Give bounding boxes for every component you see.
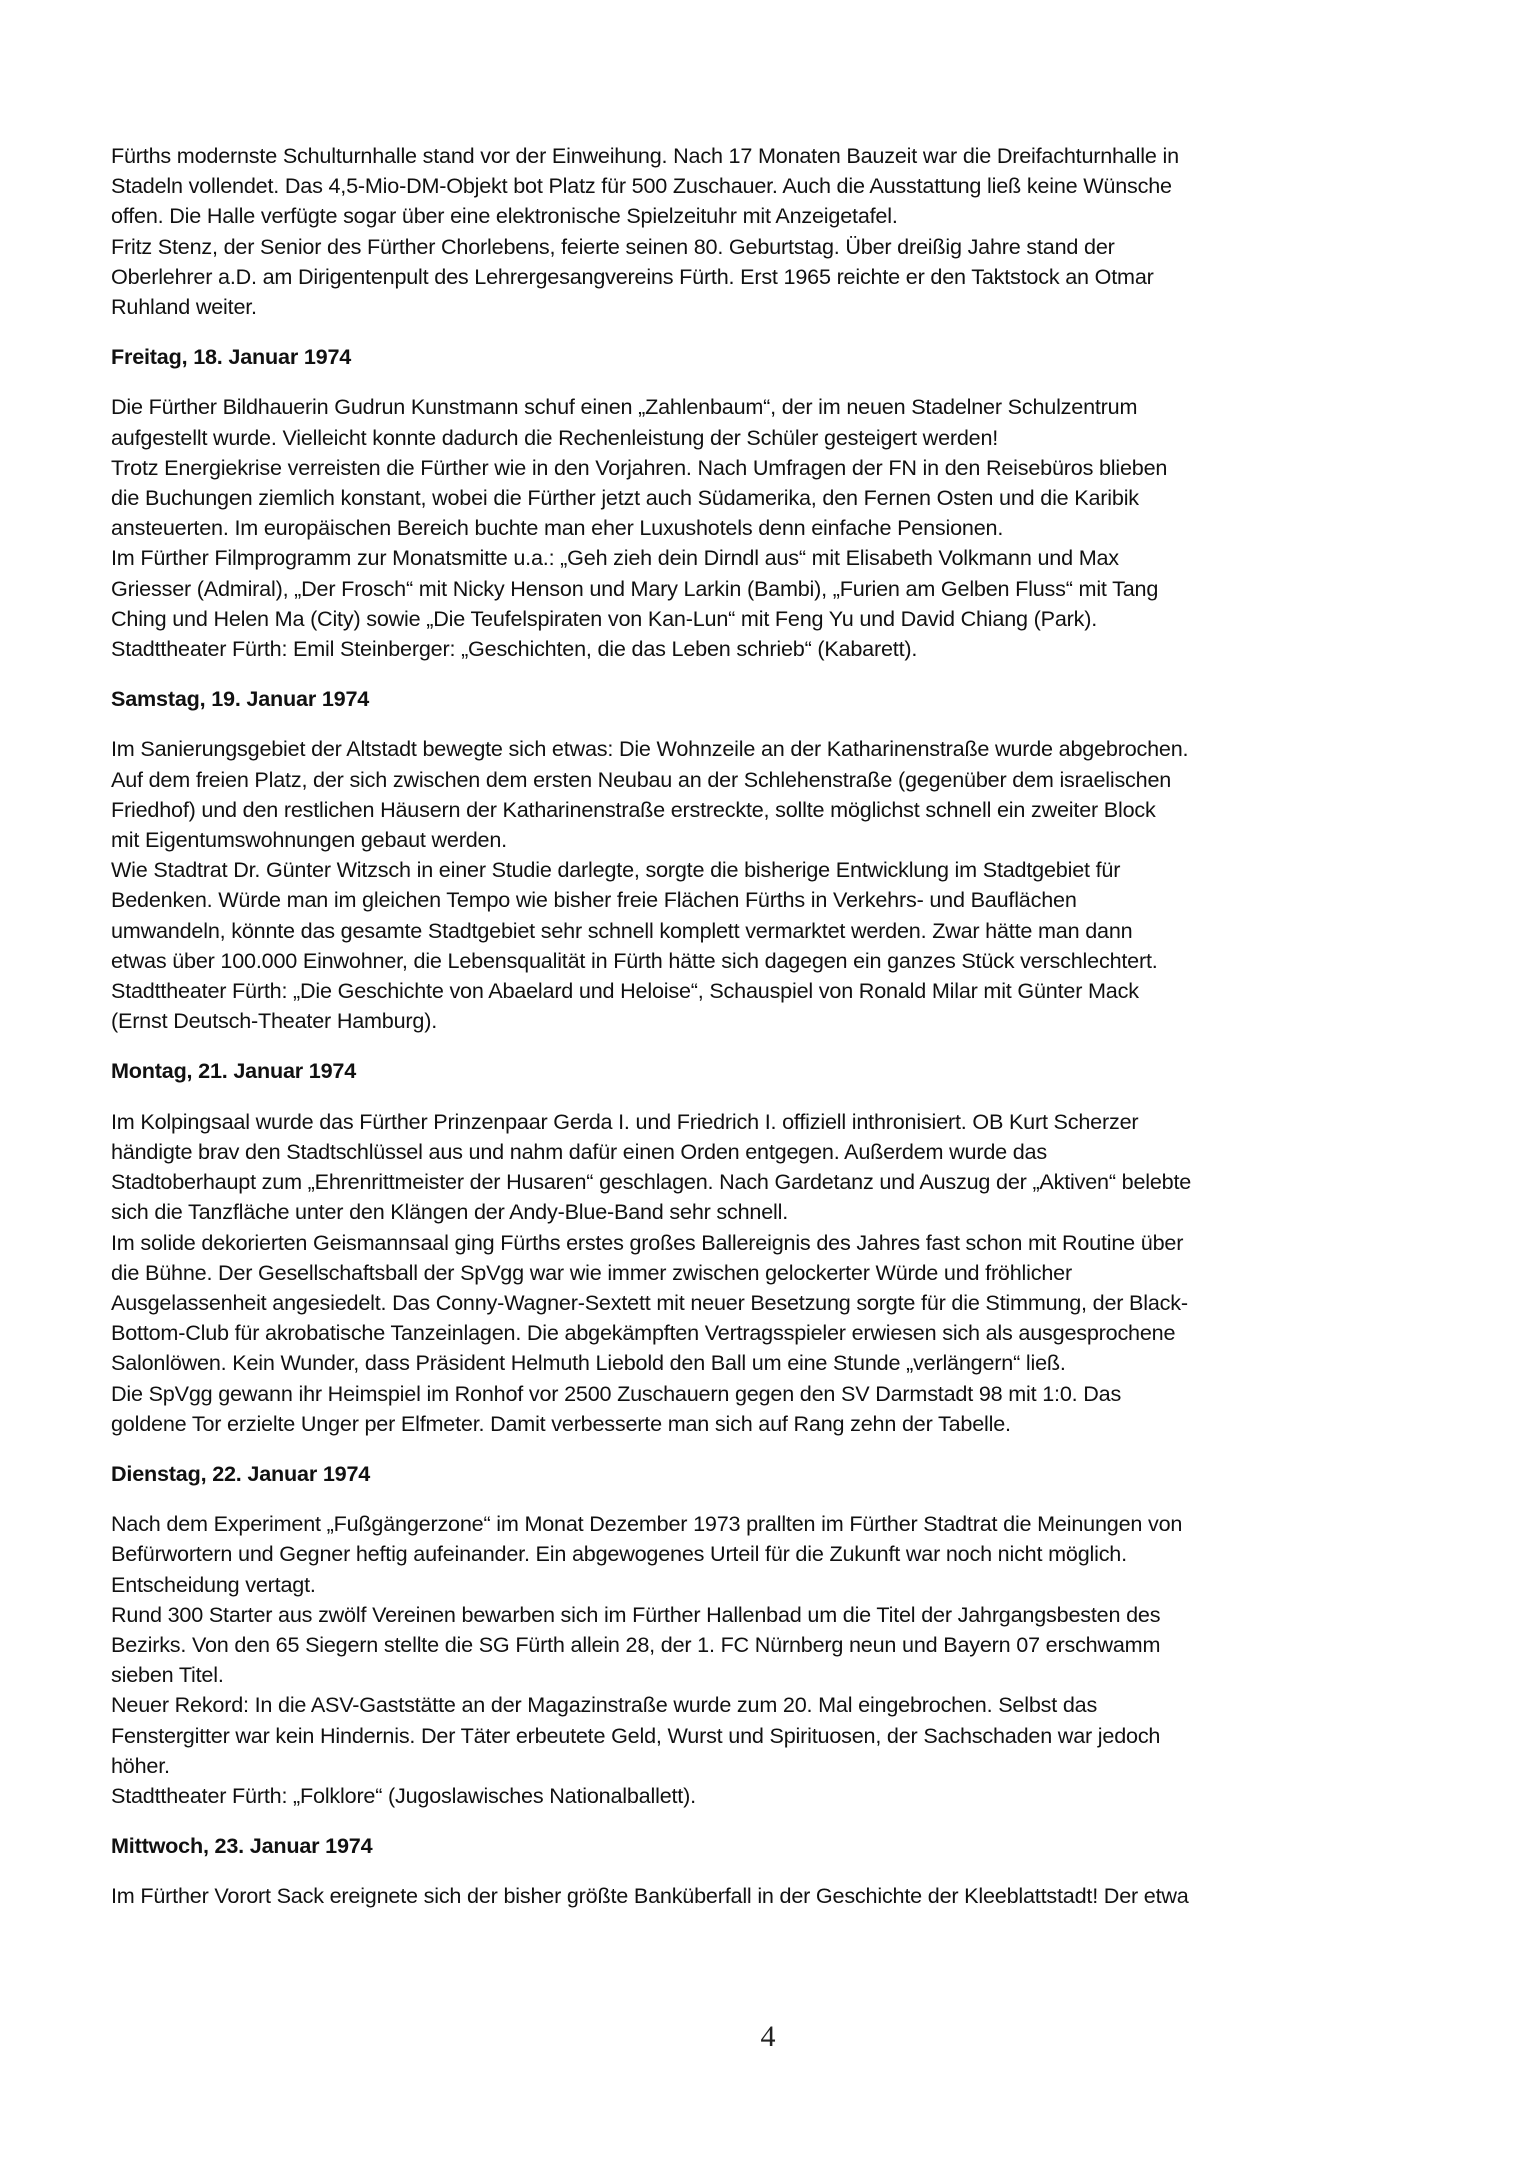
text-line: Nach dem Experiment „Fußgängerzone“ im Monat Dezember 1973 prallten im Fürther Stadtrat die Meinungen von: [111, 1511, 1183, 1537]
text-line: Ausgelassenheit angesiedelt. Das Conny-Wagner-Sextett mit neuer Besetzung sorgte für die Stimmung, der Black-: [111, 1289, 1188, 1315]
section-mittwoch: [111, 1831, 1441, 1911]
text-line: Stadttheater Fürth: „Die Geschichte von Abaelard und Heloise“, Schauspiel von Ronald Milar mit Günter Mack: [111, 978, 1139, 1004]
text-line: Neuer Rekord: In die ASV-Gaststätte an der Magazinstraße wurde zum 20. Mal eingebrochen. Selbst das: [111, 1692, 1098, 1718]
text-line: mit Eigentumswohnungen gebaut werden.: [111, 827, 507, 853]
text-line: Im solide dekorierten Geismannsaal ging Fürths erstes großes Ballereignis des Jahres fast schon mit Routine über: [111, 1229, 1184, 1255]
text-line: Stadttheater Fürth: Emil Steinberger: „Geschichten, die das Leben schrieb“ (Kabarett).: [111, 636, 918, 662]
text-line: händigte brav den Stadtschlüssel aus und nahm dafür einen Orden entgegen. Außerdem wurde das: [111, 1138, 1047, 1164]
text-line: umwandeln, könnte das gesamte Stadtgebiet sehr schnell komplett vermarktet werden. Zwar hätte man dann: [111, 917, 1133, 943]
text-line: Stadttheater Fürth: „Folklore“ (Jugoslawisches Nationalballett).: [111, 1782, 696, 1808]
text-line: Trotz Energiekrise verreisten die Fürther wie in den Vorjahren. Nach Umfragen der FN in den Reisebüros blieben: [111, 454, 1168, 480]
text-line: Rund 300 Starter aus zwölf Vereinen bewarben sich im Fürther Hallenbad um die Titel der Jahrgangsbesten des: [111, 1601, 1161, 1627]
text-line: Im Fürther Filmprogramm zur Monatsmitte u.a.: „Geh zieh dein Dirndl aus“ mit Elisabeth Volkmann und Max: [111, 545, 1119, 571]
text-line: Wie Stadtrat Dr. Günter Witzsch in einer Studie darlegte, sorgte die bisherige Entwicklung im Stadtgebiet für: [111, 857, 1121, 883]
text-line: offen. Die Halle verfügte sogar über eine elektronische Spielzeituhr mit Anzeigetafel.: [111, 203, 898, 229]
text-line: Befürwortern und Gegner heftig aufeinander. Ein abgewogenes Urteil für die Zukunft war noch nicht möglich.: [111, 1541, 1127, 1567]
text-line: die Buchungen ziemlich konstant, wobei die Fürther jetzt auch Südamerika, den Fernen Osten und die Karibik: [111, 485, 1139, 511]
text-line: aufgestellt wurde. Vielleicht konnte dadurch die Rechenleistung der Schüler gesteigert werden!: [111, 424, 999, 450]
page-content: [111, 141, 1441, 1912]
text-line: Bezirks. Von den 65 Siegern stellte die SG Fürth allein 28, der 1. FC Nürnberg neun und Bayern 07 erschwamm: [111, 1631, 1161, 1657]
text-line: Bedenken. Würde man im gleichen Tempo wie bisher freie Flächen Fürths in Verkehrs- und Bauflächen: [111, 887, 1077, 913]
text-line: Stadeln vollendet. Das 4,5-Mio-DM-Objekt bot Platz für 500 Zuschauer. Auch die Ausstattung ließ keine Wünsche: [111, 173, 1172, 199]
section-heading: Freitag, 18. Januar 1974: [111, 344, 352, 370]
text-line: Ching und Helen Ma (City) sowie „Die Teufelspiraten von Kan-Lun“ mit Feng Yu und David Chiang (Park).: [111, 605, 1098, 631]
text-line: Fenstergitter war kein Hindernis. Der Täter erbeutete Geld, Wurst und Spirituosen, der Sachschaden war jedoch: [111, 1722, 1161, 1748]
intro-block: [111, 141, 1441, 322]
text-line: Ruhland weiter.: [111, 294, 257, 320]
text-line: sieben Titel.: [111, 1662, 224, 1688]
text-line: Griesser (Admiral), „Der Frosch“ mit Nicky Henson und Mary Larkin (Bambi), „Furien am Gelben Fluss“ mit Tang: [111, 575, 1159, 601]
text-line: Stadtoberhaupt zum „Ehrenrittmeister der Husaren“ geschlagen. Nach Gardetanz und Auszug der „Aktiven“ belebte: [111, 1169, 1192, 1195]
text-line: etwas über 100.000 Einwohner, die Lebensqualität in Fürth hätte sich dagegen ein ganzes Stück verschlechtert.: [111, 947, 1158, 973]
text-line: Salonlöwen. Kein Wunder, dass Präsident Helmuth Liebold den Ball um eine Stunde „verlängern“ ließ.: [111, 1350, 1066, 1376]
text-line: Im Sanierungsgebiet der Altstadt bewegte sich etwas: Die Wohnzeile an der Katharinenstraße wurde abgebrochen.: [111, 736, 1189, 762]
section-montag: [111, 1056, 1441, 1438]
text-line: Auf dem freien Platz, der sich zwischen dem ersten Neubau an der Schlehenstraße (gegenüber dem israelischen: [111, 766, 1172, 792]
section-samstag: [111, 684, 1441, 1036]
text-line: goldene Tor erzielte Unger per Elfmeter. Damit verbesserte man sich auf Rang zehn der Tabelle.: [111, 1410, 1011, 1436]
text-line: höher.: [111, 1752, 170, 1778]
text-line: Im Kolpingsaal wurde das Fürther Prinzenpaar Gerda I. und Friedrich I. offiziell inthronisiert. OB Kurt Scherzer: [111, 1108, 1139, 1134]
text-line: die Bühne. Der Gesellschaftsball der SpVgg war wie immer zwischen gelockerter Würde und fröhlicher: [111, 1259, 1072, 1285]
text-line: sich die Tanzfläche unter den Klängen der Andy-Blue-Band sehr schnell.: [111, 1199, 789, 1225]
text-line: Oberlehrer a.D. am Dirigentenpult des Lehrergesangvereins Fürth. Erst 1965 reichte er den Taktstock an Otmar: [111, 263, 1154, 289]
text-line: Friedhof) und den restlichen Häusern der Katharinenstraße erstreckte, sollte möglichst schnell ein zweiter Block: [111, 796, 1156, 822]
text-line: Im Fürther Vorort Sack ereignete sich der bisher größte Banküberfall in der Geschichte der Kleeblattstadt! Der etwa: [111, 1883, 1189, 1909]
section-heading: Mittwoch, 23. Januar 1974: [111, 1833, 373, 1859]
section-freitag: [111, 342, 1441, 664]
section-dienstag: [111, 1459, 1441, 1811]
section-heading: Samstag, 19. Januar 1974: [111, 686, 370, 712]
text-line: Fürths modernste Schulturnhalle stand vor der Einweihung. Nach 17 Monaten Bauzeit war die Dreifachturnhalle in: [111, 143, 1179, 168]
text-line: Entscheidung vertagt.: [111, 1571, 316, 1597]
text-line: (Ernst Deutsch-Theater Hamburg).: [111, 1008, 438, 1034]
section-heading: Montag, 21. Januar 1974: [111, 1058, 357, 1084]
text-line: Die Fürther Bildhauerin Gudrun Kunstmann schuf einen „Zahlenbaum“, der im neuen Stadelner Schulzentrum: [111, 394, 1138, 420]
page-number: 4: [760, 2020, 776, 2053]
text-line: Die SpVgg gewann ihr Heimspiel im Ronhof vor 2500 Zuschauern gegen den SV Darmstadt 98 mit 1:0. Das: [111, 1380, 1122, 1406]
text-line: ansteuerten. Im europäischen Bereich buchte man eher Luxushotels denn einfache Pensionen.: [111, 515, 1004, 541]
section-heading: Dienstag, 22. Januar 1974: [111, 1460, 371, 1486]
text-line: Bottom-Club für akrobatische Tanzeinlagen. Die abgekämpften Vertragsspieler erwiesen sich als ausgesprochene: [111, 1320, 1176, 1346]
text-line: Fritz Stenz, der Senior des Fürther Chorlebens, feierte seinen 80. Geburtstag. Über dreißig Jahre stand der: [111, 233, 1115, 259]
